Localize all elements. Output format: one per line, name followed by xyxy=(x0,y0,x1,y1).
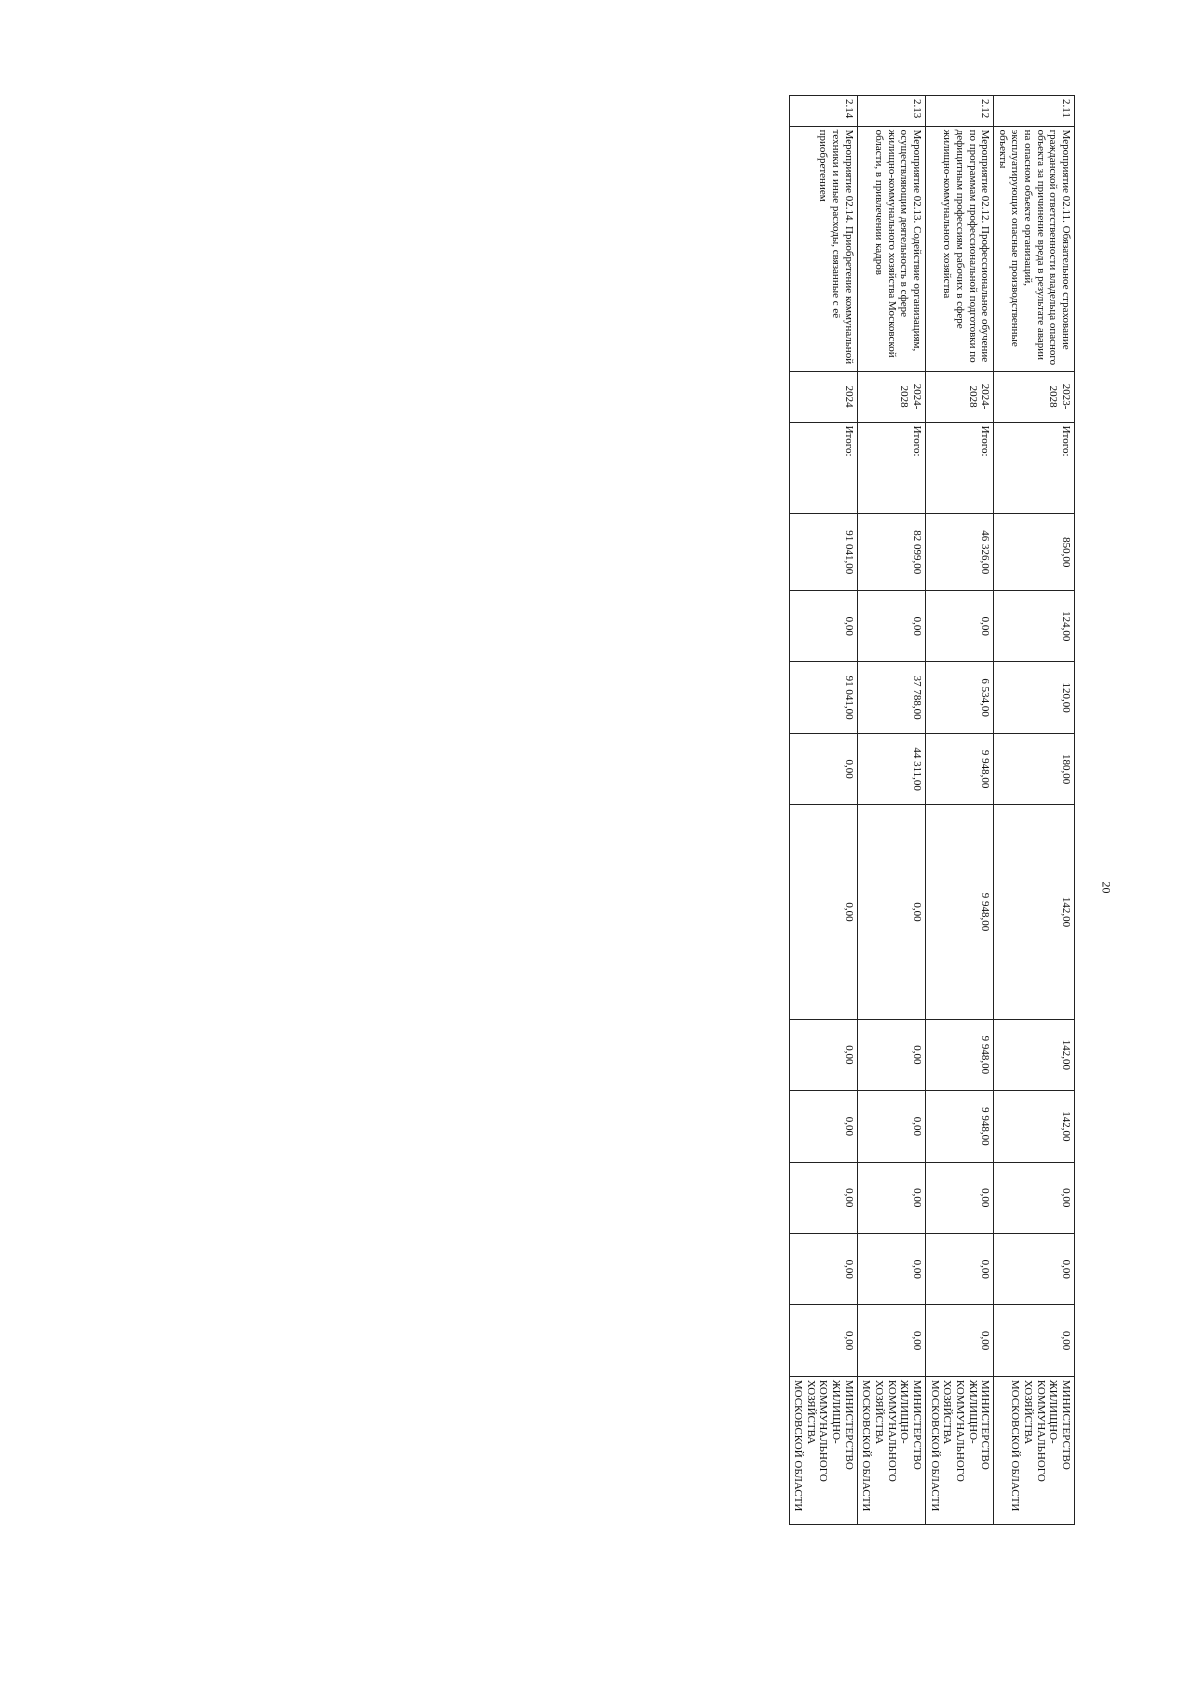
cell-source: Итого: xyxy=(925,422,993,514)
cell-id: 2.11 xyxy=(994,96,1075,127)
table-row xyxy=(789,96,857,1525)
cell-y2031: 0,00 xyxy=(925,1305,993,1376)
cell-id: 2.13 xyxy=(857,96,925,127)
cell-y2026: 0,00 xyxy=(857,805,925,1019)
cell-years: 2024 xyxy=(789,371,857,422)
cell-y2029: 0,00 xyxy=(789,1162,857,1233)
cell-y2030: 0,00 xyxy=(857,1233,925,1304)
program-table xyxy=(789,95,1075,1525)
cell-y2024: 91 041,00 xyxy=(789,662,857,733)
cell-y2028: 0,00 xyxy=(857,1091,925,1162)
cell-years: 2024-2028 xyxy=(925,371,993,422)
cell-y2028: 9 948,00 xyxy=(925,1091,993,1162)
cell-source: Итого: xyxy=(857,422,925,514)
cell-executor: МИНИСТЕРСТВО ЖИЛИЩНО-КОММУНАЛЬНОГО ХОЗЯЙСТВА МОСКОВСКОЙ ОБЛАСТИ xyxy=(789,1376,857,1524)
cell-name: Мероприятие 02.13. Содействие организациям, осуществляющим деятельность в сфере жилищно-коммунального хозяйства Московской области, в привлечении кадров xyxy=(857,126,925,371)
cell-y2023: 0,00 xyxy=(789,591,857,662)
cell-y2029: 0,00 xyxy=(857,1162,925,1233)
cell-y2023: 0,00 xyxy=(857,591,925,662)
cell-source: Итого: xyxy=(789,422,857,514)
cell-y2025: 0,00 xyxy=(789,733,857,804)
cell-y2028: 0,00 xyxy=(789,1091,857,1162)
cell-y2031: 0,00 xyxy=(789,1305,857,1376)
cell-y2030: 0,00 xyxy=(789,1233,857,1304)
cell-y2029: 0,00 xyxy=(994,1162,1075,1233)
cell-y2027: 9 948,00 xyxy=(925,1019,993,1090)
cell-y2026: 142,00 xyxy=(994,805,1075,1019)
table-row xyxy=(857,96,925,1525)
cell-y2030: 0,00 xyxy=(994,1233,1075,1304)
cell-y2031: 0,00 xyxy=(857,1305,925,1376)
cell-y2031: 0,00 xyxy=(994,1305,1075,1376)
cell-source: Итого: xyxy=(994,422,1075,514)
cell-total: 82 099,00 xyxy=(857,514,925,591)
cell-executor: МИНИСТЕРСТВО ЖИЛИЩНО-КОММУНАЛЬНОГО ХОЗЯЙСТВА МОСКОВСКОЙ ОБЛАСТИ xyxy=(994,1376,1075,1524)
cell-years: 2023-2028 xyxy=(994,371,1075,422)
cell-y2025: 9 948,00 xyxy=(925,733,993,804)
cell-y2023: 124,00 xyxy=(994,591,1075,662)
cell-y2025: 44 311,00 xyxy=(857,733,925,804)
cell-total: 91 041,00 xyxy=(789,514,857,591)
table-row xyxy=(925,96,993,1525)
cell-y2027: 0,00 xyxy=(789,1019,857,1090)
cell-y2024: 120,00 xyxy=(994,662,1075,733)
cell-y2026: 0,00 xyxy=(789,805,857,1019)
cell-y2027: 0,00 xyxy=(857,1019,925,1090)
cell-y2028: 142,00 xyxy=(994,1091,1075,1162)
cell-id: 2.14 xyxy=(789,96,857,127)
cell-executor: МИНИСТЕРСТВО ЖИЛИЩНО-КОММУНАЛЬНОГО ХОЗЯЙСТВА МОСКОВСКОЙ ОБЛАСТИ xyxy=(857,1376,925,1524)
cell-y2030: 0,00 xyxy=(925,1233,993,1304)
cell-y2025: 180,00 xyxy=(994,733,1075,804)
cell-y2026: 9 948,00 xyxy=(925,805,993,1019)
cell-name: Мероприятие 02.11. Обязательное страхование гражданской ответственности владельца опасного объекта за причинение вреда в результате аварии на опасном объекте организаций, эксплуатирующих опасные производственные объекты xyxy=(994,126,1075,371)
cell-name: Мероприятие 02.14. Приобретение коммунальной техники и иные расходы, связанные с её приобретением xyxy=(789,126,857,371)
cell-id: 2.12 xyxy=(925,96,993,127)
cell-y2027: 142,00 xyxy=(994,1019,1075,1090)
cell-name: Мероприятие 02.12. Профессиональное обучение по программам профессиональной подготовки по дефицитным профессиям рабочих в сфере жилищно-коммунального хозяйства xyxy=(925,126,993,371)
rotated-table-wrap xyxy=(165,95,1075,1525)
page-number: 20 xyxy=(1099,881,1114,894)
cell-executor: МИНИСТЕРСТВО ЖИЛИЩНО-КОММУНАЛЬНОГО ХОЗЯЙСТВА МОСКОВСКОЙ ОБЛАСТИ xyxy=(925,1376,993,1524)
cell-y2024: 6 534,00 xyxy=(925,662,993,733)
table-row xyxy=(994,96,1075,1525)
cell-total: 850,00 xyxy=(994,514,1075,591)
cell-y2029: 0,00 xyxy=(925,1162,993,1233)
cell-total: 46 326,00 xyxy=(925,514,993,591)
cell-y2024: 37 788,00 xyxy=(857,662,925,733)
cell-years: 2024-2028 xyxy=(857,371,925,422)
cell-y2023: 0,00 xyxy=(925,591,993,662)
